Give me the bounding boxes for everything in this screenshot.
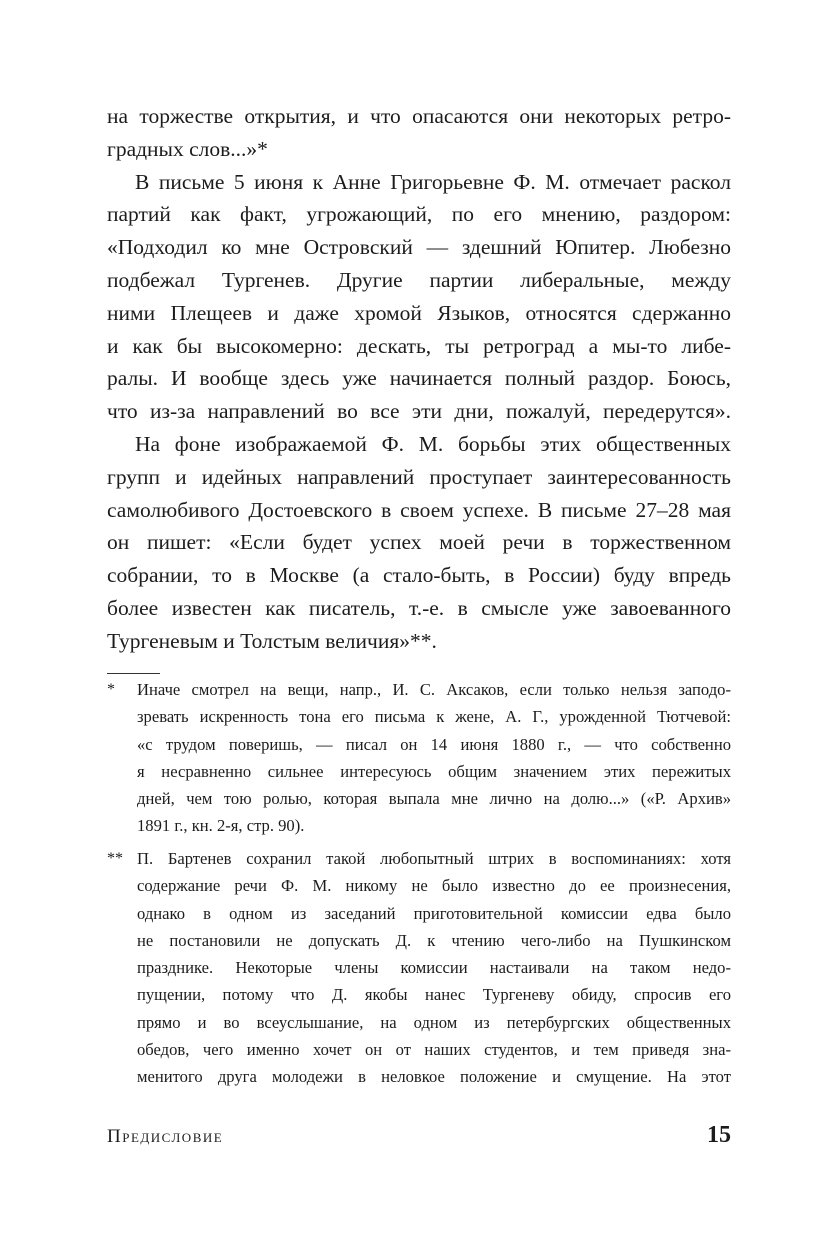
text-line: партий как факт, угрожающий, по его мнению, раздором: [107, 202, 731, 227]
footnote-line: зревать искренность тона его письма к жене, А. Г., урожденной Тютчевой: [137, 707, 731, 727]
text-line: На фоне изображаемой Ф. М. борьбы этих общественных [135, 431, 731, 456]
footnote-line: дней, чем тою ролью, которая выпала мне лично на долю...» («Р. Архив» [137, 789, 731, 809]
text-line: ними Плещеев и даже хромой Языков, относятся сдержанно [107, 300, 731, 325]
text-line: подбежал Тургенев. Другие партии либеральные, между [107, 267, 731, 292]
footnote-line: 1891 г., кн. 2-я, стр. 90). [137, 816, 305, 836]
footnote-line: прямо и во всеуслышание, на одном из петербургских общественных [137, 1012, 731, 1032]
text-line: более известен как писатель, т.-е. в смысле уже завоеванного [107, 595, 731, 620]
text-line: ралы. И вообще здесь уже начинается полный раздор. Боюсь, [107, 366, 731, 391]
text-line: «Подходил ко мне Островский — здешний Юпитер. Любезно [107, 235, 731, 260]
footnote-line: обедов, чего именно хочет он от наших студентов, и тем приведя зна- [137, 1040, 731, 1060]
footnote-line: «с трудом поверишь, — писал он 14 июня 1880 г., — что собственно [137, 734, 731, 754]
text-line: на торжестве открытия, и что опасаются они некоторых ретро- [107, 104, 731, 128]
page-number: 15 [707, 1122, 731, 1148]
footnote-2 [107, 845, 731, 1091]
footnote-mark: ** [107, 850, 123, 867]
footnote-line: содержание речи Ф. М. никому не было известно до ее произнесения, [137, 876, 731, 896]
text-line: и как бы высокомерно: дескать, ты ретроград а мы-то либе- [107, 333, 731, 358]
text-line: В письме 5 июня к Анне Григорьевне Ф. М. отмечает раскол [135, 169, 731, 194]
footnote-divider [107, 673, 160, 674]
footnote-line: П. Бартенев сохранил такой любопытный штрих в воспоминаниях: хотя [137, 849, 731, 868]
text-line: градных слов...»* [107, 136, 268, 161]
footnote-line: празднике. Некоторые члены комиссии настаивали на таком недо- [137, 958, 731, 978]
text-line: что из-за направлений во все эти дни, пожалуй, передерутся». [107, 399, 731, 424]
page-footer [107, 1120, 731, 1154]
text-line: собрании, то в Москве (а стало-быть, в России) буду впредь [107, 563, 731, 588]
footnote-line: однако в одном из заседаний приготовительной комиссии едва было [137, 903, 731, 923]
text-line: самолюбивого Достоевского в своем успехе. В письме 27–28 мая [107, 497, 731, 522]
footnote-line: пущении, потому что Д. якобы нанес Тургеневу обиду, спросив его [137, 985, 731, 1005]
text-line: он пишет: «Если будет успех моей речи в торжественном [107, 530, 731, 555]
footnote-line: я несравненно сильнее интересуюсь общим значением этих пережитых [137, 761, 731, 781]
main-text [107, 100, 731, 658]
running-title: Предисловие [107, 1126, 224, 1147]
footnote-line: не постановили не допускать Д. к чтению чего-либо на Пушкинском [137, 930, 731, 950]
text-line: Тургеневым и Толстым величия»**. [107, 628, 437, 653]
footnote-line: Иначе смотрел на вещи, напр., И. С. Аксаков, если только нельзя заподо- [137, 680, 731, 699]
footnote-mark: * [107, 681, 115, 698]
text-line: групп и идейных направлений проступает заинтересованность [107, 464, 731, 489]
footnote-line: менитого друга молодежи в неловкое положение и смущение. На этот [137, 1067, 731, 1087]
footnote-1 [107, 676, 731, 840]
